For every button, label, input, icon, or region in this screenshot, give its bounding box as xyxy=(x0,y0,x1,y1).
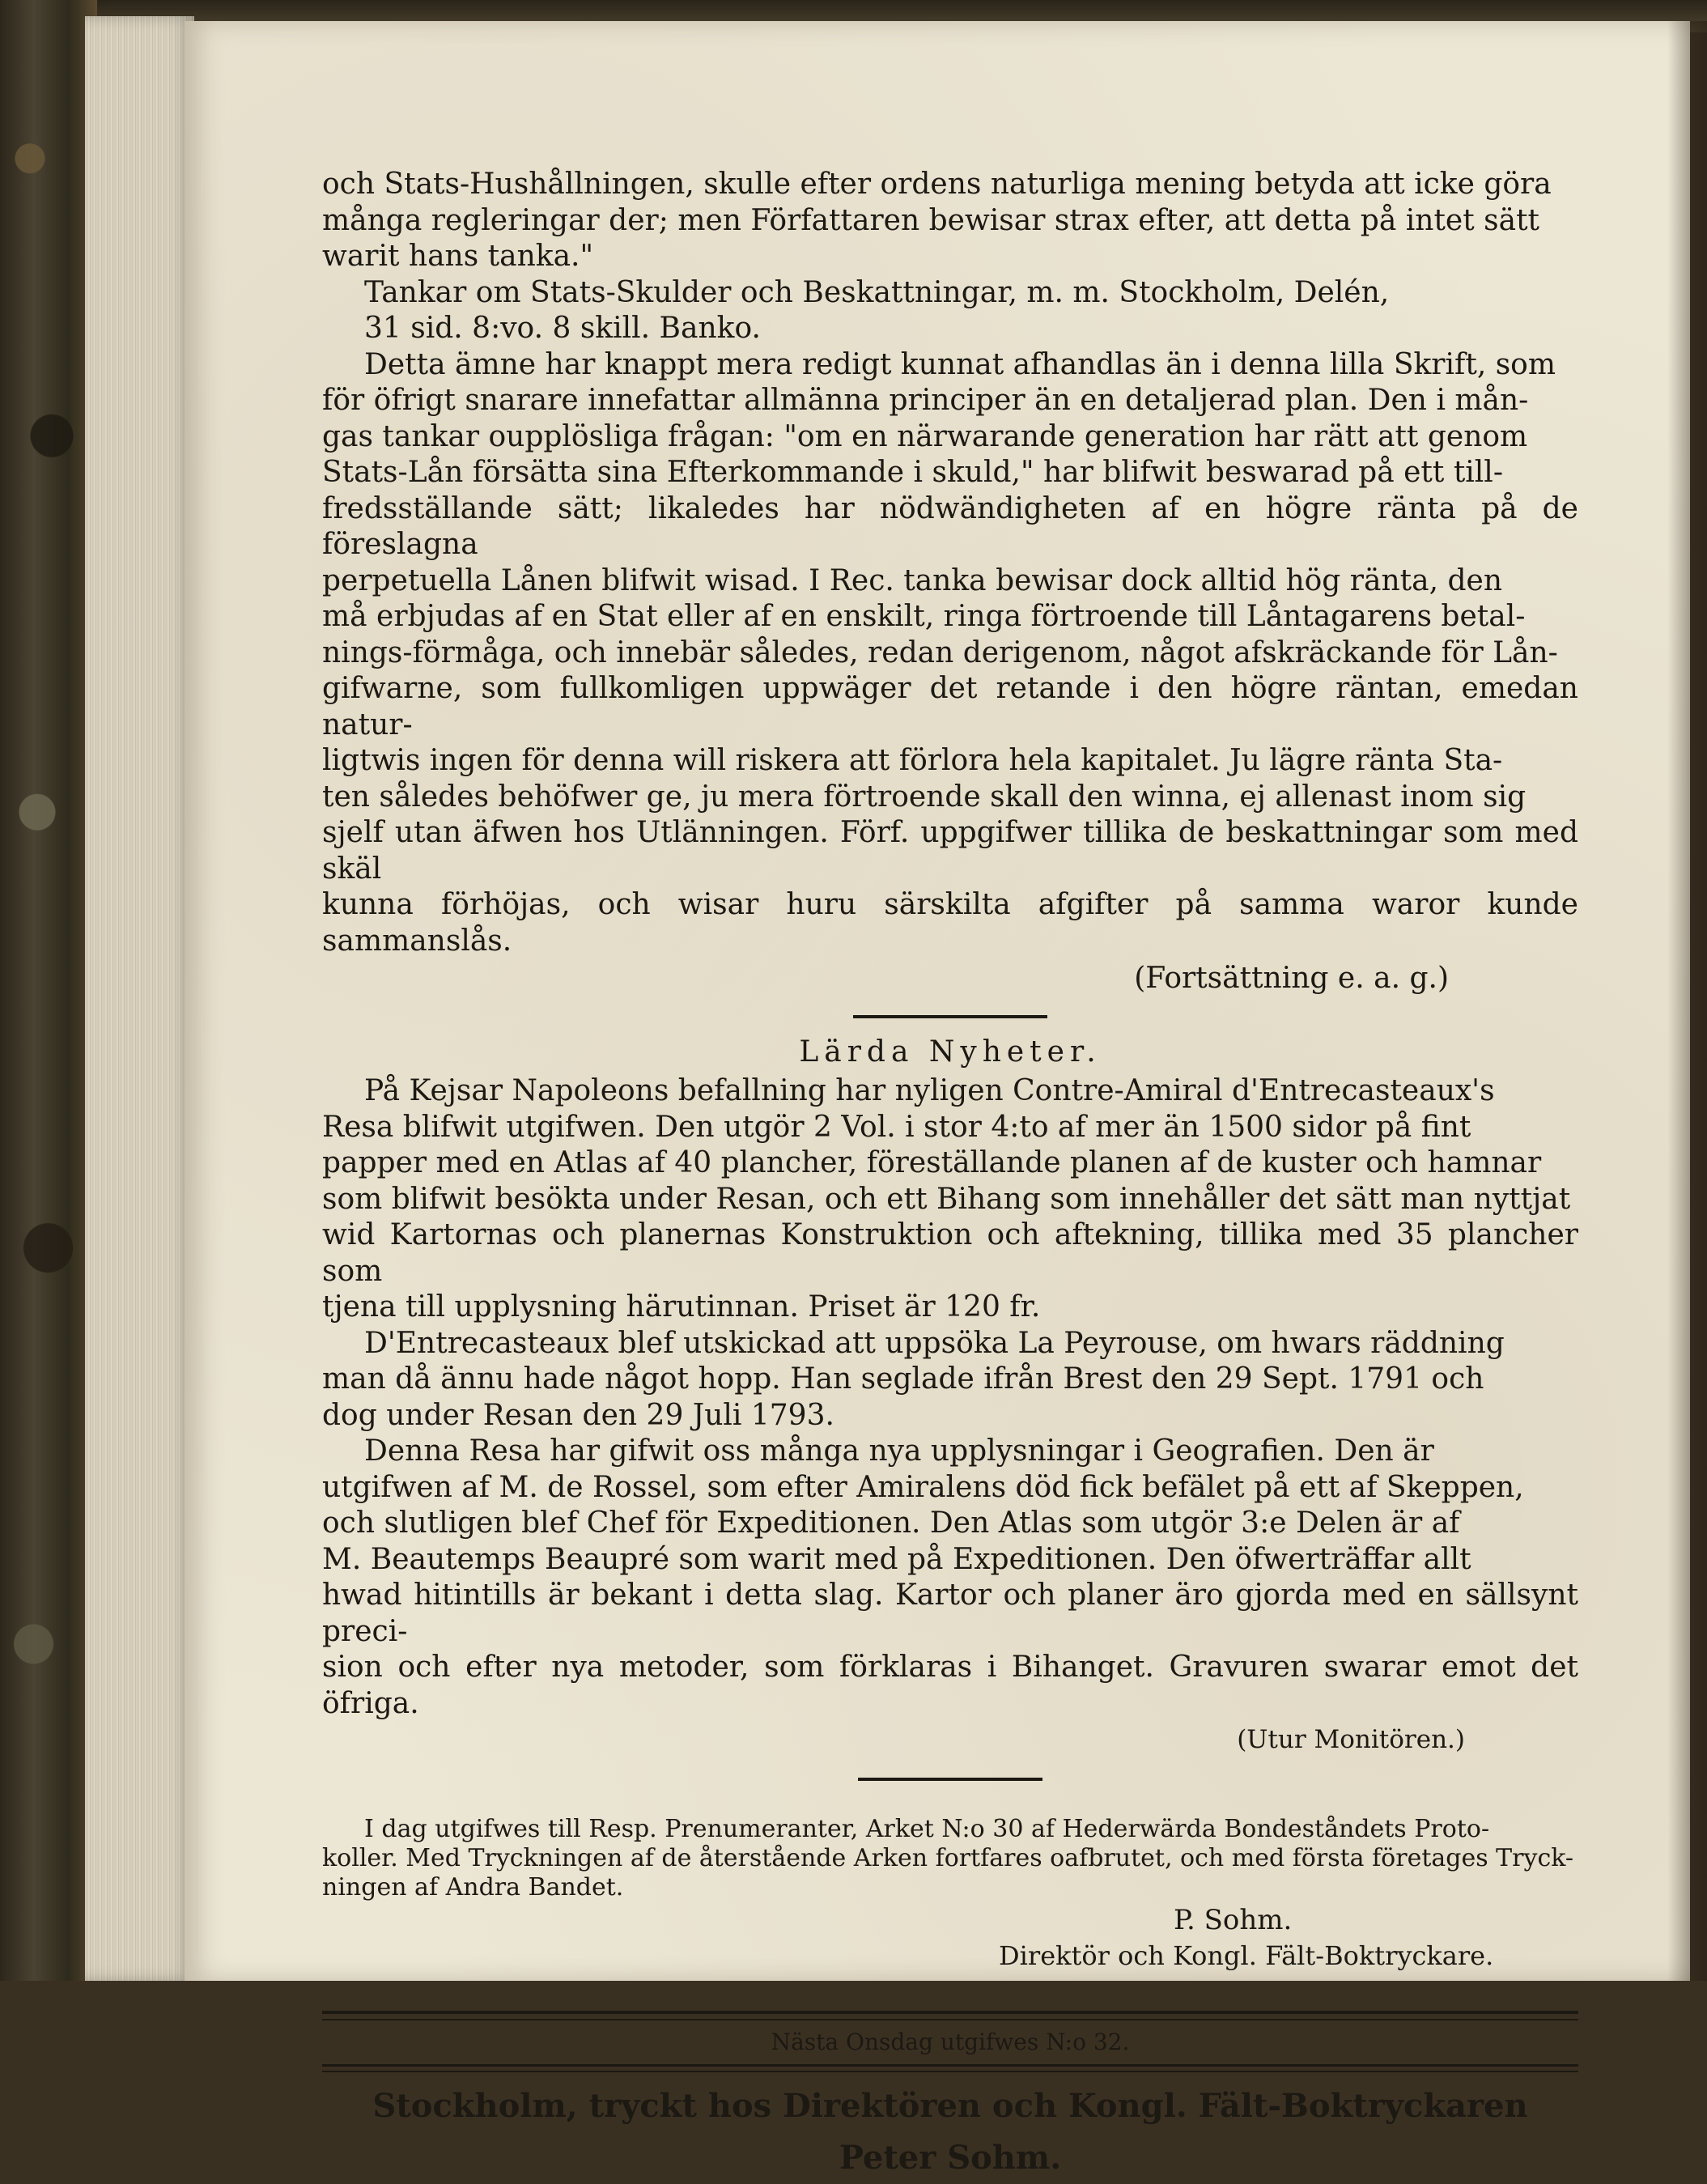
text-line: må erbjudas af en Stat eller af en enskilt, ringa förtroende till Låntagarens betal- xyxy=(322,600,1526,633)
notice-line: I dag utgifwes till Resp. Prenumeranter, Arket N:o 30 af Hederwärda Bondeståndets Proto- xyxy=(364,1814,1490,1843)
text-line: nings-förmåga, och innebär således, redan derigenom, något afskräckande för Lån- xyxy=(322,635,1558,669)
text-line: warit hans tanka." xyxy=(322,240,594,273)
next-issue-note: Nästa Onsdag utgifwes N:o 32. xyxy=(771,2028,1130,2055)
text-line: dog under Resan den 29 Juli 1793. xyxy=(322,1398,834,1432)
text-line: kunna förhöjas, och wisar huru särskilta afgifter på samma waror kunde sammanslås. xyxy=(322,888,1578,958)
text-line: många regleringar der; men Författaren bewisar strax efter, att detta på intet sätt xyxy=(322,203,1540,237)
text-line: På Kejsar Napoleons befallning har nyligen Contre-Amiral d'Entrecasteaux's xyxy=(364,1074,1495,1107)
page-edges xyxy=(85,16,194,1981)
continuation-note: (Fortsättning e. a. g.) xyxy=(1134,962,1449,995)
cover-marbling xyxy=(8,0,81,1981)
notice-block xyxy=(322,1815,1578,1902)
section-divider xyxy=(858,1778,1042,1781)
text-line: utgifwen af M. de Rossel, som efter Amiralens död fick befälet på ett af Skeppen, xyxy=(322,1470,1524,1504)
book-cover-marbled xyxy=(0,0,97,1981)
text-line: fredsställande sätt; likaledes har nödwändigheten af en högre ränta på de föreslagna xyxy=(322,491,1578,561)
text-line: Denna Resa har gifwit oss många nya upplysningar i Geografien. Den är xyxy=(364,1434,1434,1468)
review-price: 31 sid. 8:vo. 8 skill. Banko. xyxy=(364,312,761,345)
text-line: Resa blifwit utgifwen. Den utgör 2 Vol. i stor 4:to af mer än 1500 sidor på fint xyxy=(322,1110,1471,1144)
text-line: hwad hitintills är bekant i detta slag. Kartor och planer äro gjorda med en sällsynt preci- xyxy=(322,1579,1578,1648)
notice-line: ningen af Andra Bandet. xyxy=(322,1872,624,1901)
review-title: Tankar om Stats-Skulder och Beskattningar, m. m. Stockholm, Delén, xyxy=(364,275,1390,309)
text-line: M. Beautemps Beaupré som warit med på Expeditionen. Den öfwerträffar allt xyxy=(322,1542,1471,1576)
source-note: (Utur Monitören.) xyxy=(1237,1725,1465,1754)
section-title: Lärda Nyheter. xyxy=(799,1035,1102,1069)
page-right-shadow xyxy=(1667,21,1707,1981)
text-line: Stats-Lån försätta sina Efterkommande i skuld," har blifwit beswarad på ett till- xyxy=(322,456,1503,489)
text-line: man då ännu hade något hopp. Han seglade ifrån Brest den 29 Sept. 1791 och xyxy=(322,1362,1484,1396)
signer-title: Direktör och Kongl. Fält-Boktryckare. xyxy=(999,1940,1494,1971)
text-line: tjena till upplysning härutinnan. Priset är 120 fr. xyxy=(322,1290,1041,1324)
text-line: perpetuella Lånen blifwit wisad. I Rec. tanka bewisar dock alltid hög ränta, den xyxy=(322,563,1502,597)
text-line: gifwarne, som fullkomligen uppwäger det retande i den högre räntan, emedan natur- xyxy=(322,672,1578,741)
text-line: som blifwit besökta under Resan, och ett Bihang som innehåller det sätt man nyttjat xyxy=(322,1182,1571,1216)
rule-bottom xyxy=(322,2064,1578,2067)
printer-imprint: Stockholm, tryckt hos Direktören och Kongl. Fält-Boktryckaren Peter Sohm. xyxy=(372,2086,1528,2177)
section-divider xyxy=(853,1015,1047,1018)
signer-name: P. Sohm. xyxy=(1174,1903,1293,1936)
text-line: för öfrigt snarare innefattar allmänna principer än en detaljerad plan. Den i mån- xyxy=(322,384,1529,417)
text-line: ten således behöfwer ge, ju mera förtroende skall den winna, ej allenast inom sig xyxy=(322,780,1527,814)
text-line: ligtwis ingen för denna will riskera att förlora hela kapitalet. Ju lägre ränta Sta- xyxy=(322,744,1503,777)
text-line: sjelf utan äfwen hos Utlänningen. Förf. uppgifwer tillika de beskattningar som med skäl xyxy=(322,816,1578,886)
text-line: och slutligen blef Chef för Expeditionen. Den Atlas som utgör 3:e Delen är af xyxy=(322,1506,1460,1540)
page-text xyxy=(322,167,1578,2184)
text-line: sion och efter nya metoder, som förklaras i Bihanget. Gravuren swarar emot det öfriga. xyxy=(322,1651,1578,1720)
text-line: gas tankar oupplösliga frågan: "om en närwarande generation har rätt att genom xyxy=(322,419,1528,453)
text-line: papper med en Atlas af 40 plancher, föreställande planen af de kuster och hamnar xyxy=(322,1146,1542,1179)
rule-top xyxy=(322,2011,1578,2014)
text-line: D'Entrecasteaux blef utskickad att uppsöka La Peyrouse, om hwars räddning xyxy=(364,1326,1505,1360)
notice-line: koller. Med Tryckningen af de återstående Arken fortfares oafbrutet, och med första företages Tryck- xyxy=(322,1843,1574,1872)
rule-bottom-thin xyxy=(322,2071,1578,2072)
text-line: Detta ämne har knappt mera redigt kunnat afhandlas än i denna lilla Skrift, som xyxy=(364,347,1556,381)
text-line: wid Kartornas och planernas Konstruktion och aftekning, tillika med 35 plancher som xyxy=(322,1218,1578,1288)
text-line: och Stats-Hushållningen, skulle efter ordens naturliga mening betyda att icke göra xyxy=(322,168,1552,201)
